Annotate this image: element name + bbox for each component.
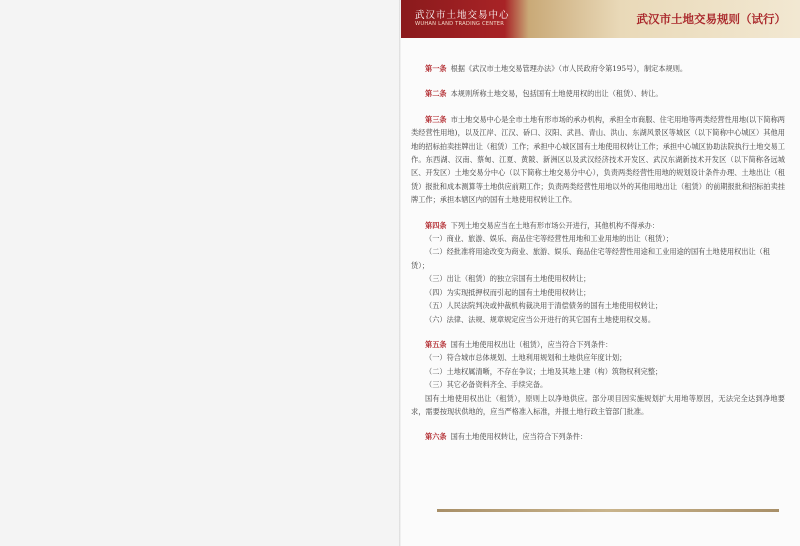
footer-rule [437,509,779,512]
article-2-label: 第二条 [425,89,447,99]
article-6 [411,430,785,443]
article-5-item: （一）符合城市总体规划、土地利用规划和土地供应年度计划； [425,353,627,363]
article-6-label: 第六条 [425,432,447,442]
article-4-item: （四）为实现抵押权而引起的国有土地使用权转让； [425,287,591,297]
article-2 [411,87,785,100]
article-5-note: 国有土地使用权出让（租赁），原则上以净地供应。部分项目因实施规划扩大用地等原因，无法完全达到净地要求，需要按现状供地的，应当严格准入标准，并报土地行政主管部门批准。 [411,393,785,416]
article-5-item: （二）土地权属清晰，不存在争议；土地及其地上建（构）筑物权利完整； [425,366,663,376]
right-page [401,0,800,546]
document-body [411,62,785,444]
article-1-text: 根据《武汉市土地交易管理办法》（市人民政府令第195号），制定本规则。 [450,64,688,73]
org-name: 武汉市土地交易中心 [415,10,510,21]
left-blank-page [0,0,399,546]
article-2-text: 本规则所称土地交易，包括国有土地使用权的出让（租赁）、转让。 [450,89,663,99]
article-4-text: 下列土地交易应当在土地有形市场公开进行，其他机构不得承办： [450,220,660,230]
article-4-item: （三）出让（租赁）的独立宗国有土地使用权转让； [425,274,591,284]
document-title: 武汉市土地交易规则（试行） [636,12,786,26]
article-5-item: （三）其它必备资料齐全、手续完备。 [425,380,548,390]
article-1 [411,62,785,75]
article-4-item: （六）法律、法规、规章规定应当公开进行的其它国有土地使用权交易。 [425,314,656,324]
article-3 [411,113,785,207]
article-1-label: 第一条 [425,64,447,73]
article-6-text: 国有土地使用权转让，应当符合下列条件： [450,432,588,442]
article-5-text: 国有土地使用权出让（租赁），应当符合下列条件： [450,339,613,349]
article-3-label: 第三条 [425,114,447,124]
article-4-item: （二）经批准将用途改变为商业、旅游、娱乐、商品住宅等经营性用途和工业用途的国有土地使用权出让（租赁）； [411,247,771,270]
article-4 [411,219,785,232]
article-5-label: 第五条 [425,339,447,349]
article-5 [411,338,785,351]
article-4-item: （五）人民法院判决或仲裁机构裁决用于清偿债务的国有土地使用权转让； [425,301,663,311]
page-header-banner [401,0,800,38]
article-4-item: （一）商业、旅游、娱乐、商品住宅等经营性用地和工业用地的出让（租赁）； [425,234,673,244]
article-3-text: 市土地交易中心是全市土地有形市场的承办机构，承担全市商服、住宅用地等两类经营性用地(以下简称两类经营性用地)，以及江岸、江汉、硚口、汉阳、武昌、青山、洪山、东湖风景区等城区（以下简称中心城区）其他用地的招标拍卖挂牌出让（租赁）工作；承担中心城区国有土地使用权转让工作；承担中心城区协助法院执行土地交易工作。东西湖、汉南、蔡甸、江夏、黄陂、新洲区以及武汉经济技术开发区、武汉东湖新技术开发区（以下简称各远城区、开发区）土地交易分中心（以下简称土地交易分中心），负责两类经营性用地的规划设计条件办理、土地出让（租赁）报批和成本测算等土地供应前期工作；负责两类经营性用地以外的其他用地出让（租赁）的前期报批和招标拍卖挂牌工作；承担本辖区内的国有土地使用权转让工作。 [411,114,785,205]
org-name-english: WUHAN LAND TRADING CENTER [415,21,505,27]
article-4-label: 第四条 [425,220,447,230]
